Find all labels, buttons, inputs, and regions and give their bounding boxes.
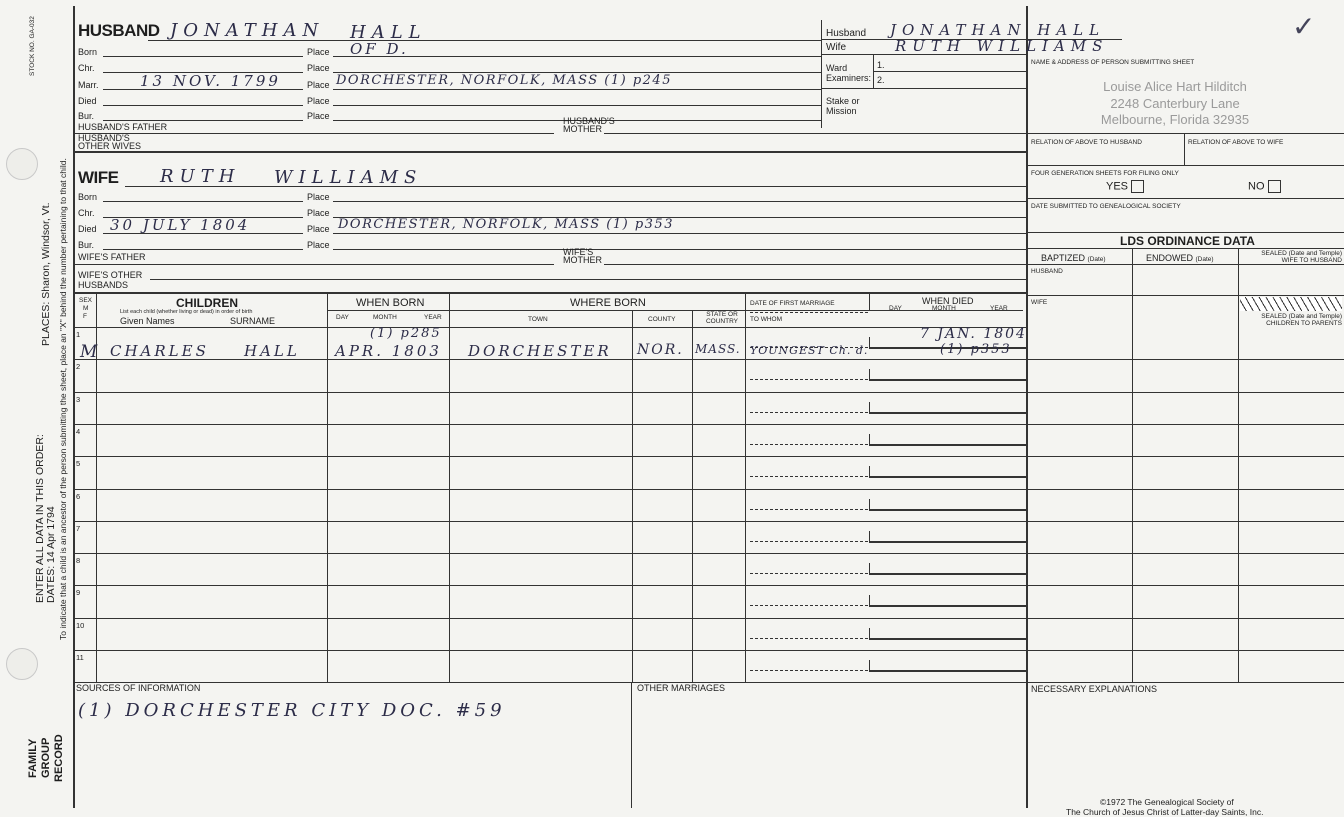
marriage-dash-line (750, 605, 868, 606)
died-tick (869, 466, 870, 476)
died-tick (869, 369, 870, 379)
died-line (869, 412, 1026, 414)
child-1-town: DORCHESTER (468, 342, 612, 360)
died-tick (869, 628, 870, 638)
col-given-names: Given Names (120, 316, 175, 326)
copyright-line1: ©1972 The Genealogical Society of (1100, 797, 1234, 807)
died-tick (869, 563, 870, 573)
margin-indicate: To indicate that a child is an ancestor of the person submitting the sheet, place an "X" behind the number pertaining to that child. (58, 158, 68, 640)
child-row-number: 6 (76, 492, 81, 501)
died-tick (869, 402, 870, 412)
died-line (869, 638, 1026, 640)
four-gen-label: FOUR GENERATION SHEETS FOR FILING ONLY (1031, 170, 1179, 177)
child-row-number: 9 (76, 588, 81, 597)
copyright-line2: The Church of Jesus Christ of Latter-day Saints, Inc. (1066, 807, 1264, 817)
lds-wife-label: WIFE (1031, 299, 1048, 306)
wife-chr-label: Chr. (78, 208, 95, 218)
marriage-dash-line (750, 412, 868, 413)
child-row-number: 4 (76, 427, 81, 436)
examiners-label: Examiners: (826, 73, 872, 83)
marriage-dash-line (750, 541, 868, 542)
husband-chr-place-label: Place (307, 63, 330, 73)
sources-label: SOURCES OF INFORMATION (76, 683, 201, 693)
husband-born-place-label: Place (307, 47, 330, 57)
no-checkbox[interactable] (1248, 180, 1281, 193)
died-tick (869, 531, 870, 541)
lds-sealed-children: SEALED (Date and Temple) CHILDREN TO PARENTS (1261, 313, 1342, 327)
died-tick (869, 595, 870, 605)
col-first-marriage: DATE OF FIRST MARRIAGE (750, 300, 835, 307)
died-line (869, 379, 1026, 381)
wife-died-place-label: Place (307, 224, 330, 234)
examiner-1: 1. (877, 60, 885, 70)
child-1-died: 7 JAN. 1804 (920, 326, 1027, 342)
form-title-3: RECORD (53, 734, 65, 782)
wife-mother-label: WIFE'S MOTHER (563, 247, 602, 265)
lds-baptized: BAPTIZED (Date) (1041, 253, 1106, 263)
marriage-dash-line (750, 670, 868, 671)
marriage-dash-line (750, 444, 868, 445)
child-row-number: 11 (76, 653, 84, 662)
husband-given-name: JONATHAN (170, 20, 325, 41)
info-wife-label: Wife (826, 42, 846, 53)
table-row-divider (74, 521, 1344, 522)
wife-other-husbands-label: WIFE'S OTHER HUSBANDS (78, 270, 143, 290)
died-tick (869, 434, 870, 444)
husband-other-wives-label: HUSBAND'S OTHER WIVES (78, 133, 142, 151)
col-state: STATE OR COUNTRY (705, 311, 739, 325)
col-when-born: WHEN BORN (356, 297, 425, 309)
col-to-whom: TO WHOM (750, 316, 783, 323)
margin-enter-all: ENTER ALL DATA IN THIS ORDER: (34, 434, 46, 603)
husband-born-label: Born (78, 47, 98, 57)
examiner-2: 2. (877, 75, 885, 85)
lds-title: LDS ORDINANCE DATA (1120, 234, 1255, 248)
husband-chr-label: Chr. (78, 63, 95, 73)
wife-bur-label: Bur. (78, 240, 95, 250)
stock-number: STOCK NO. GA-032 (29, 16, 36, 76)
child-1-marriage: YOUNGEST Ch. d. (750, 344, 869, 357)
punch-hole-top (6, 148, 38, 180)
died-line (869, 541, 1026, 543)
col-died-day: DAY (889, 305, 902, 312)
col-list-note: List each child (whether living or dead) in order of birth (120, 309, 253, 315)
submitter-label: NAME & ADDRESS OF PERSON SUBMITTING SHEET (1031, 59, 1195, 66)
husband-bur-label: Bur. (78, 111, 95, 121)
child-row-number: 5 (76, 459, 81, 468)
info-husband-label: Husband (826, 28, 867, 39)
table-row-divider (74, 553, 1344, 554)
col-children: CHILDREN (176, 296, 238, 310)
table-row-divider (74, 424, 1344, 425)
husband-marr-label: Marr. (78, 80, 99, 90)
col-born-year: YEAR (424, 314, 442, 321)
husband-mother-label: HUSBAND'S MOTHER (563, 116, 615, 134)
wife-died-date: 30 JULY 1804 (110, 216, 251, 234)
husband-marr-place: DORCHESTER, NORFOLK, MASS (1) p245 (336, 73, 672, 88)
wife-born-label: Born (78, 192, 98, 202)
husband-marr-date: 13 NOV. 1799 (140, 72, 281, 90)
husband-heading: HUSBAND (78, 21, 160, 40)
margin-dates: DATES: 14 Apr 1794 (45, 506, 57, 603)
col-town: TOWN (528, 316, 548, 323)
husband-died-label: Died (78, 96, 97, 106)
child-1-given: CHARLES (110, 342, 209, 360)
yes-label: YES (1106, 180, 1129, 193)
lds-husband-label: HUSBAND (1031, 268, 1063, 275)
child-1-state: MASS. (695, 342, 741, 356)
wife-died-label: Died (78, 224, 97, 234)
marriage-dash-line (750, 379, 868, 380)
wife-father-label: WIFE'S FATHER (78, 252, 146, 262)
col-when-died: WHEN DIED (922, 296, 974, 306)
died-line (869, 444, 1026, 446)
yes-checkbox[interactable] (1106, 180, 1144, 193)
died-line (869, 670, 1026, 672)
form-title-2: GROUP (40, 737, 52, 778)
necessary-explanations-label: NECESSARY EXPLANATIONS (1031, 684, 1158, 694)
submitter-line3: Melbourne, Florida 32935 (1100, 112, 1250, 127)
wife-surname: WILLIAMS (274, 167, 423, 188)
date-submitted-label: DATE SUBMITTED TO GENEALOGICAL SOCIETY (1031, 203, 1181, 210)
marriage-dash-line (750, 476, 868, 477)
child-1-died-note: (1) p353 (940, 342, 1012, 357)
husband-died-place-label: Place (307, 96, 330, 106)
col-sex: SEX M F (79, 297, 93, 320)
died-line (869, 509, 1026, 511)
punch-hole-bottom (6, 648, 38, 680)
child-row-number: 2 (76, 362, 81, 371)
child-row-number: 3 (76, 395, 81, 404)
child-1-born-note: (1) p285 (370, 326, 442, 341)
submitter-line1: Louise Alice Hart Hilditch (1103, 79, 1247, 94)
marriage-dash-line (750, 638, 868, 639)
died-line (869, 476, 1026, 478)
col-died-month: MONTH (932, 305, 956, 312)
child-row-number: 1 (76, 330, 81, 339)
died-tick (869, 337, 870, 347)
wife-bur-place-label: Place (307, 240, 330, 250)
husband-marr-place-label: Place (307, 80, 330, 90)
col-county: COUNTY (648, 316, 676, 323)
husband-father-label: HUSBAND'S FATHER (78, 122, 168, 132)
lds-endowed: ENDOWED (Date) (1146, 253, 1214, 263)
lds-sealed-husband: SEALED (Date and Temple) WIFE TO HUSBAND (1261, 250, 1342, 264)
died-tick (869, 660, 870, 670)
col-born-day: DAY (336, 314, 349, 321)
info-wife-value: RUTH WILLIAMS (895, 37, 1109, 55)
other-marriages-label: OTHER MARRIAGES (637, 683, 726, 693)
table-row-divider (74, 456, 1344, 457)
table-row-divider (74, 489, 1344, 490)
submitter-line2: 2248 Canterbury Lane (1110, 96, 1240, 111)
table-row-divider (74, 650, 1344, 651)
info-husband-value: JONATHAN HALL (890, 21, 1106, 39)
col-surname: SURNAME (230, 316, 276, 326)
child-1-sex: M (80, 342, 101, 362)
check-mark: ✓ (1292, 10, 1316, 43)
wife-heading: WIFE (78, 168, 119, 187)
child-row-number: 10 (76, 621, 85, 630)
relation-husband-label: RELATION OF ABOVE TO HUSBAND (1031, 139, 1142, 146)
child-1-surname: HALL (244, 342, 300, 360)
wife-given-name: RUTH (160, 166, 241, 187)
child-1-county: NOR. (637, 342, 684, 358)
stake-label: Stake or Mission (826, 96, 860, 116)
wife-born-place-label: Place (307, 192, 330, 202)
died-line (869, 605, 1026, 607)
col-died-year: YEAR (990, 305, 1008, 312)
child-row-number: 8 (76, 556, 81, 565)
table-row-divider (74, 618, 1344, 619)
died-line (869, 573, 1026, 575)
col-where-born: WHERE BORN (570, 297, 646, 309)
col-born-month: MONTH (373, 314, 397, 321)
sources-value: (1) DORCHESTER CITY DOC. #59 (78, 700, 506, 721)
husband-born-place: OF D. (350, 40, 409, 58)
marriage-dash-line (750, 509, 868, 510)
ward-label: Ward (826, 63, 848, 73)
marriage-dash-line (750, 573, 868, 574)
child-row-number: 7 (76, 524, 81, 533)
lds-hatch (1240, 297, 1342, 311)
child-1-born: APR. 1803 (335, 342, 442, 360)
died-tick (869, 499, 870, 509)
wife-chr-place-label: Place (307, 208, 330, 218)
husband-bur-place-label: Place (307, 111, 330, 121)
margin-places: PLACES: Sharon, Windsor, Vt. (40, 202, 52, 346)
no-label: NO (1248, 180, 1265, 193)
table-row-divider (74, 392, 1344, 393)
husband-surname: HALL (350, 22, 427, 43)
wife-died-place: DORCHESTER, NORFOLK, MASS (1) p353 (338, 217, 674, 232)
form-title-1: FAMILY (27, 738, 39, 778)
relation-wife-label: RELATION OF ABOVE TO WIFE (1188, 139, 1284, 146)
table-row-divider (74, 585, 1344, 586)
